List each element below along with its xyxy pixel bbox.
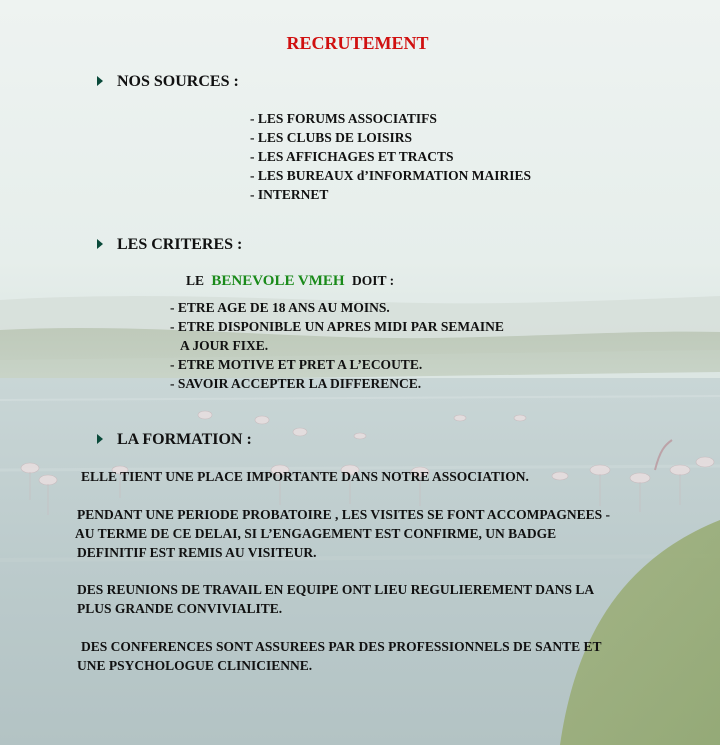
formation-paragraph-4	[77, 637, 602, 675]
paragraph-line: DES CONFERENCES SONT ASSUREES PAR DES PROFESSIONNELS DE SANTE ET	[81, 639, 602, 654]
sources-item: - LES CLUBS DE LOISIRS	[250, 130, 413, 145]
sources-list	[250, 109, 531, 204]
paragraph-line: AU TERME DE CE DELAI, SI L’ENGAGEMENT EST CONFIRME, UN BADGE	[75, 526, 557, 541]
page-title: RECRUTEMENT	[286, 33, 429, 53]
paragraph-line: PENDANT UNE PERIODE PROBATOIRE , LES VISITES SE FONT ACCOMPAGNEES -	[77, 507, 610, 522]
sources-item: - LES AFFICHAGES ET TRACTS	[250, 149, 454, 164]
section-heading-criteres	[97, 236, 242, 254]
formation-paragraph-3	[77, 580, 594, 618]
benevole-vmeh-highlight: BENEVOLE VMEH	[211, 273, 345, 289]
section-heading-formation	[97, 431, 252, 449]
paragraph-line: DES REUNIONS DE TRAVAIL EN EQUIPE ONT LIEU REGULIEREMENT DANS LA	[77, 582, 595, 597]
arrow-bullet-icon	[97, 76, 103, 86]
criteres-list	[170, 298, 504, 393]
paragraph-line: PLUS GRANDE CONVIVIALITE.	[77, 601, 283, 616]
criteres-intro	[186, 273, 394, 290]
criteres-item: A JOUR FIXE.	[180, 338, 269, 353]
sources-item: - LES FORUMS ASSOCIATIFS	[250, 111, 437, 126]
sources-item: - INTERNET	[250, 187, 329, 202]
criteres-item: - SAVOIR ACCEPTER LA DIFFERENCE.	[170, 376, 422, 391]
sources-item: - LES BUREAUX d’INFORMATION MAIRIES	[250, 168, 532, 183]
criteres-item: - ETRE MOTIVE ET PRET A L’ECOUTE.	[170, 357, 423, 372]
section-heading-sources	[97, 73, 239, 91]
arrow-bullet-icon	[97, 434, 103, 444]
formation-heading-text: LA FORMATION :	[117, 431, 252, 448]
paragraph-line: UNE PSYCHOLOGUE CLINICIENNE.	[77, 658, 313, 673]
criteres-heading-text: LES CRITERES :	[117, 236, 243, 253]
criteres-item: - ETRE AGE DE 18 ANS AU MOINS.	[170, 300, 390, 315]
sources-heading-text: NOS SOURCES :	[117, 73, 239, 90]
criteres-intro-doit: DOIT :	[351, 273, 395, 288]
formation-paragraph-1: ELLE TIENT UNE PLACE IMPORTANTE DANS NOTRE ASSOCIATION.	[81, 469, 529, 484]
criteres-intro-le: LE	[186, 273, 205, 288]
criteres-item: - ETRE DISPONIBLE UN APRES MIDI PAR SEMAINE	[170, 319, 504, 334]
arrow-bullet-icon	[97, 239, 103, 249]
formation-paragraph-2	[77, 505, 610, 562]
paragraph-line: DEFINITIF EST REMIS AU VISITEUR.	[77, 545, 317, 560]
